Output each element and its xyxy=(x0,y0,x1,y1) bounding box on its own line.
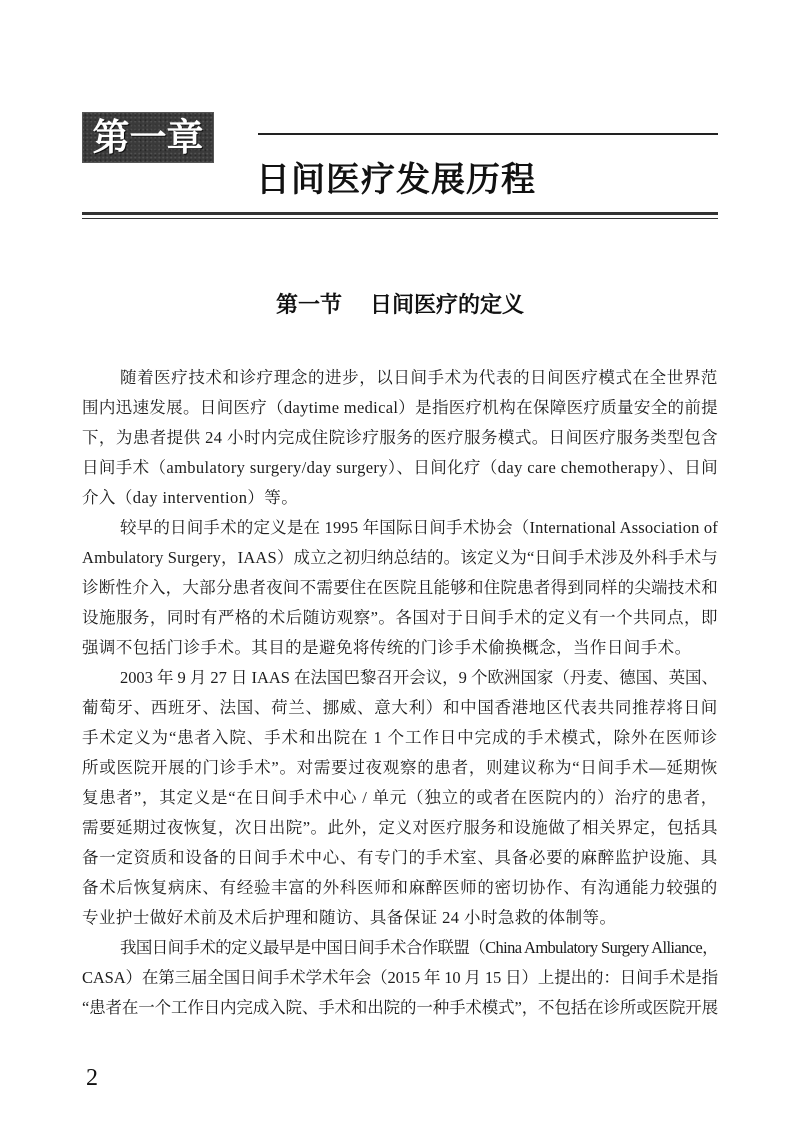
text-line: 强调不包括门诊手术。其目的是避免将传统的门诊手术偷换概念，当作日间手术。 xyxy=(82,638,692,657)
text-line: Ambulatory Surgery，IAAS）成立之初归纳总结的。该定义为“日间手术涉及外科手术与 xyxy=(82,548,718,567)
text-line: 葡萄牙、西班牙、法国、荷兰、挪威、意大利）和中国香港地区代表共同推荐将日间 xyxy=(82,698,718,717)
chapter-divider-rule xyxy=(82,212,718,219)
text-line: 备一定资质和设备的日间手术中心、有专门的手术室、具备必要的麻醉监护设施、具 xyxy=(82,848,718,867)
page-number: 2 xyxy=(86,1065,98,1091)
text-line: 日间手术（ambulatory surgery/day surgery）、日间化疗（day care chemotherapy）、日间 xyxy=(82,458,718,477)
text-line: 备术后恢复病床、有经验丰富的外科医师和麻醉医师的密切协作、有沟通能力较强的 xyxy=(82,878,718,897)
text-line: 设施服务，同时有严格的术后随访观察”。各国对于日间手术的定义有一个共同点，即 xyxy=(82,608,718,627)
paragraph xyxy=(82,663,718,933)
chapter-top-rule xyxy=(258,133,718,135)
section-title: 日间医疗的定义 xyxy=(370,292,525,318)
section-heading xyxy=(82,290,718,320)
chapter-label-badge xyxy=(82,112,214,163)
text-line: 我国日间手术的定义最早是中国日间手术合作联盟（China Ambulatory Surgery Alliance， xyxy=(120,938,718,957)
paragraph xyxy=(82,513,718,663)
text-line: 诊断性介入，大部分患者夜间不需要住在医院且能够和住院患者得到同样的尖端技术和 xyxy=(82,578,718,597)
text-line: 专业护士做好术前及术后护理和随访、具备保证 24 小时急救的体制等。 xyxy=(82,908,617,927)
text-line: 介入（day intervention）等。 xyxy=(82,488,299,507)
paragraph xyxy=(82,933,718,1023)
text-line: 手术定义为“患者入院、手术和出院在 1 个工作日中完成的手术模式，除外在医师诊 xyxy=(82,728,718,747)
text-line: 围内迅速发展。日间医疗（daytime medical）是指医疗机构在保障医疗质量安全的前提 xyxy=(82,398,718,417)
text-line: 较早的日间手术的定义是在 1995 年国际日间手术协会（International Association of xyxy=(120,518,718,537)
text-line: 随着医疗技术和诊疗理念的进步，以日间手术为代表的日间医疗模式在全世界范 xyxy=(120,368,718,387)
text-line: 复患者”，其定义是“在日间手术中心 / 单元（独立的或者在医院内的）治疗的患者， xyxy=(82,788,718,807)
text-line: CASA）在第三届全国日间手术学术年会（2015 年 10 月 15 日）上提出的：日间手术是指 xyxy=(82,968,718,987)
text-line: 需要延期过夜恢复，次日出院”。此外，定义对医疗服务和设施做了相关界定，包括具 xyxy=(82,818,718,837)
body-text xyxy=(82,363,718,1023)
text-line: “患者在一个工作日内完成入院、手术和出院的一种手术模式”，不包括在诊所或医院开展 xyxy=(82,998,718,1017)
text-line: 所或医院开展的门诊手术”。对需要过夜观察的患者，则建议称为“日间手术—延期恢 xyxy=(82,758,718,777)
chapter-title: 日间医疗发展历程 xyxy=(256,160,536,200)
text-line: 2003 年 9 月 27 日 IAAS 在法国巴黎召开会议，9 个欧洲国家（丹麦、德国、英国、 xyxy=(120,668,718,687)
section-number: 第一节 xyxy=(275,292,342,318)
chapter-label: 第一章 xyxy=(92,116,204,159)
text-line: 下，为患者提供 24 小时内完成住院诊疗服务的医疗服务模式。日间医疗服务类型包含 xyxy=(82,428,718,447)
paragraph xyxy=(82,363,718,513)
